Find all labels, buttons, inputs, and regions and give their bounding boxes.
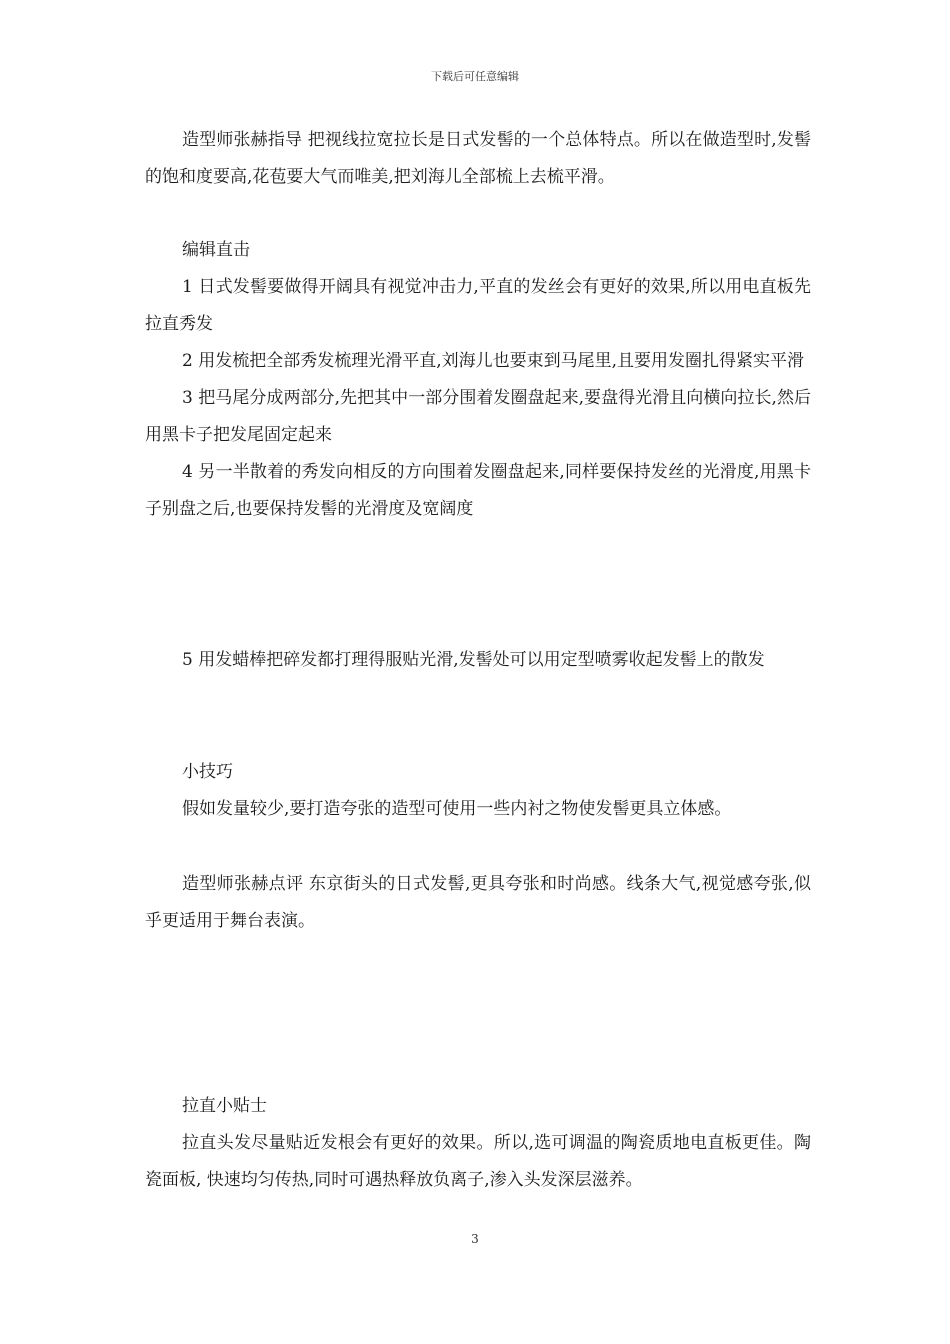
intro-paragraph-block bbox=[145, 122, 811, 196]
section-heading-straightening: 拉直小贴士 bbox=[182, 1096, 267, 1116]
page-number: 3 bbox=[471, 1232, 479, 1246]
tips-section bbox=[145, 754, 811, 828]
straightening-tips-section bbox=[145, 1088, 811, 1199]
page-header: 下载后可任意编辑 bbox=[431, 70, 519, 83]
review-block bbox=[145, 866, 811, 940]
straightening-paragraph: 拉直头发尽量贴近发根会有更好的效果。所以,选可调温的陶瓷质地电直板更佳。陶瓷面板, 快速均匀传热,同时可遇热释放负离子,渗入头发深层滋养。 bbox=[145, 1133, 811, 1190]
step-5: 5 用发蜡棒把碎发都打理得服贴光滑,发髻处可以用定型喷雾收起发髻上的散发 bbox=[182, 650, 765, 670]
intro-paragraph: 造型师张赫指导 把视线拉宽拉长是日式发髻的一个总体特点。所以在做造型时,发髻的饱和度要高,花苞要大气而唯美,把刘海儿全部梳上去梳平滑。 bbox=[145, 130, 811, 187]
stylist-review: 造型师张赫点评 东京街头的日式发髻,更具夸张和时尚感。线条大气,视觉感夸张,似乎更适用于舞台表演。 bbox=[145, 874, 811, 931]
step-3: 3 把马尾分成两部分,先把其中一部分围着发圈盘起来,要盘得光滑且向横向拉长,然后用黑卡子把发尾固定起来 bbox=[145, 388, 811, 445]
step-1: 1 日式发髻要做得开阔具有视觉冲击力,平直的发丝会有更好的效果,所以用电直板先拉直秀发 bbox=[145, 277, 811, 334]
step-4: 4 另一半散着的秀发向相反的方向围着发圈盘起来,同样要保持发丝的光滑度,用黑卡子别盘之后,也要保持发髻的光滑度及宽阔度 bbox=[145, 462, 811, 519]
tip-paragraph: 假如发量较少,要打造夸张的造型可使用一些内衬之物使发髻更具立体感。 bbox=[182, 799, 732, 819]
section-heading-editor: 编辑直击 bbox=[182, 240, 250, 260]
step-5-block bbox=[145, 642, 811, 679]
section-heading-tips: 小技巧 bbox=[182, 762, 233, 782]
steps-section bbox=[145, 232, 811, 528]
step-2: 2 用发梳把全部秀发梳理光滑平直,刘海儿也要束到马尾里,且要用发圈扎得紧实平滑 bbox=[182, 351, 805, 371]
